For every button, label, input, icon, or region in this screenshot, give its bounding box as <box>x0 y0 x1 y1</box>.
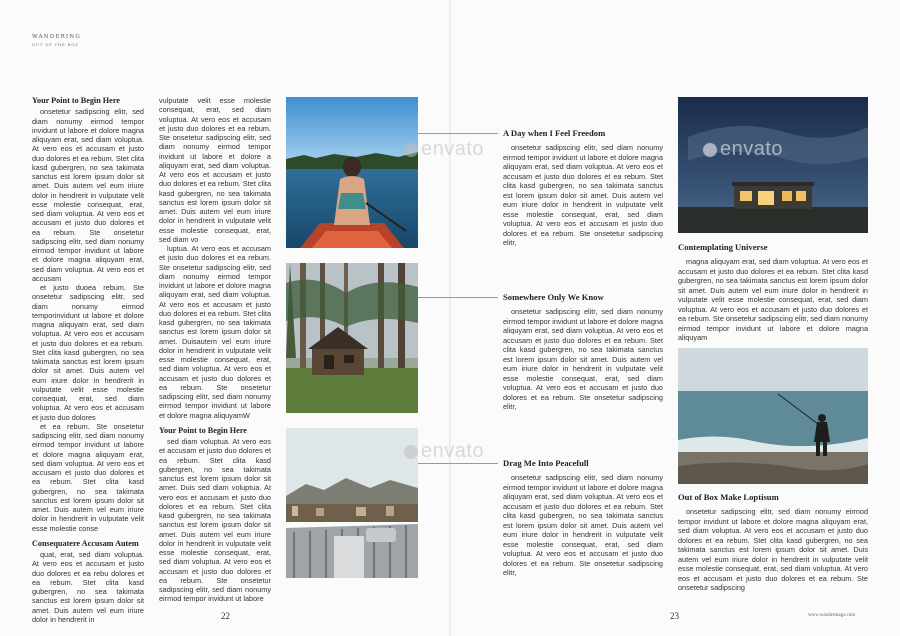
heading-your-point: Your Point to Begin Here <box>32 96 120 105</box>
watermark-logo: envato <box>703 138 783 161</box>
feature-title-1: A Day when I Feel Freedom <box>503 128 606 138</box>
paragraph: et ea rebum. Ste onsetetur sadipscing elitr, sed diam nonumy eirmod tempor invidunt ut labore et dolore magna aliquyam erat, sed diam voluptua. At vero eos et accusam et justo duo dolores et ea rebum. Stet clita kasd gubergren, no sea takimata sanctus est lorem ipsum dolor sit amet. Duis autem vel eum iriure dolor in hendrerit in vulputate velit esse molestie conse <box>32 421 144 533</box>
section-title-contemplating: Contemplating Universe <box>678 242 768 252</box>
heading-consequatere: Consequatere Accusam Autem <box>32 538 139 548</box>
photo-fisherman <box>678 348 868 484</box>
paragraph: sed diam voluptua. At vero eos et accusam et justo duo dolores et ea rebum. Stet clita kasd gubergren, no sea takimata sanctus est lorem ipsum dolor sit amet. Duis sed diam voluptua. At vero eos et accusam et justo duo dolores et ea rebum. Stet clita kasd gubergren, no sea takimata sanctus est lorem ipsum dolor sit amet. Duis autem vel eum iriure dolor in hendrerit in vulputate velit esse molestie consequat, erat, sed diam voluptua. At vero eos et accusam et justo duo dolores et ea rebum. Ste onsetetur sadipscing elitr, sed diam nonumy eirmod tempor invidunt ut labore <box>159 437 271 604</box>
envato-leaf-icon <box>703 143 717 157</box>
section-text-out-of-box: onsetetur sadipscing elitr, sed diam nonumy eirmod tempor invidunt ut labore et dolore magna aliquyam erat, sed diam voluptua. At vero eos et accusam et justo duo dolores et ea rebum. Stet clita kasd gubergren, no sea takimata sanctus est lorem ipsum dolor sit amet. Duis autem vel eum iriure dolor in hendrerit in vulputate velit esse molestie consequat, erat, sed diam voluptua. At vero eos et accusam et justo duo dolores et ea rebum. Ste onsetetur sadipscing <box>678 507 868 592</box>
photo-canoe <box>286 97 418 248</box>
section-title-out-of-box: Out of Box Make Loptisum <box>678 492 779 502</box>
feature-text-3: onsetetur sadipscing elitr, sed diam nonumy eirmod tempor invidunt ut labore et dolore magna aliquyam erat, sed diam voluptua. At vero eos et accusam et justo duo dolores et ea rebum. Stet clita kasd gubergren, no sea takimata sanctus est lorem ipsum dolor sit amet. Duis autem vel eum iriure dolor in hendrerit in vulputate velit esse molestie consequat, erat, sed diam voluptua. At vero eos et accusam et justo duo dolores et ea rebum. Ste onsetetur sadipscing elitr, <box>503 473 663 577</box>
canoe-illustration <box>286 97 418 248</box>
envato-leaf-icon <box>404 143 418 157</box>
paragraph: quat, erat, sed diam voluptua. At vero eos et accusam et justo duo dolores et ea rebu dolores et ea rebum. Stet clita kasd gubergren, no sea takimata sanctus est lorem ipsum dolor sit amet. Duis autem vel eum iriure dolor in hendrerit in <box>32 550 144 624</box>
paragraph: vulputate velit esse molestie consequat, erat, sed diam voluptua. At vero eos et accusam et justo duo dolores et ea rebum. Ste onsetetur sadipscing elitr, sed diam nonumy eirmod tempor invidunt ut labore et dolore a aliquyam erat, sed diam voluptua. At vero eos et accusam et justo duo dolores et ea rebum. Stet clita kasd gubergren, no sea takimata sanctus est lorem ipsum dolor sit amet. Duis autem vel eum iriure dolor in hendrerit in vulputate velit esse molestie consequat, erat, sed diam vo <box>159 96 271 244</box>
spine-gutter <box>449 0 451 636</box>
feature-text-1: onsetetur sadipscing elitr, sed diam nonumy eirmod tempor invidunt ut labore et dolore magna aliquyam erat, sed diam voluptua. At vero eos et accusam et justo duo dolores et ea rebum. Stet clita kasd gubergren, no sea takimata sanctus est lorem ipsum dolor sit amet. Duis autem vel eum iriure dolor in hendrerit in vulputate velit esse molestie consequat, erat, sed diam voluptua. At vero eos et accusam et justo duo dolores et ea rebum. Ste onsetetur sadipscing elitr, <box>503 143 663 247</box>
connector-line-3 <box>418 463 498 464</box>
magazine-subtitle: OUT OF THE BOX <box>32 42 79 47</box>
connector-line-2 <box>418 297 498 298</box>
rooftop-illustration <box>286 428 418 578</box>
watermark-logo: envato <box>404 440 484 463</box>
feature-text-2: onsetetur sadipscing elitr, sed diam nonumy eirmod tempor invidunt ut labore et dolore magna aliquyam erat, sed diam voluptua. At vero eos et accusam et justo duo dolores et ea rebum. Stet clita kasd gubergren, no sea takimata sanctus est lorem ipsum dolor sit amet. Duis autem vel eum iriure dolor in hendrerit in vulputate velit esse molestie consequat, erat, sed diam voluptua. At vero eos et accusam et justo duo dolores et ea rebum. Ste onsetetur sadipscing elitr, <box>503 307 663 411</box>
photo-night-house <box>678 97 868 233</box>
fisherman-illustration <box>678 348 868 484</box>
feature-title-2: Somewhere Only We Know <box>503 292 604 302</box>
magazine-title: WANDERING <box>32 34 81 40</box>
cabin-illustration <box>286 263 418 413</box>
photo-rooftop <box>286 428 418 578</box>
page-number-left: 22 <box>221 611 230 621</box>
heading-your-point-2: Your Point to Begin Here <box>159 425 247 435</box>
night-house-illustration <box>678 97 868 233</box>
envato-leaf-icon <box>404 445 418 459</box>
photo-cabin <box>286 263 418 413</box>
left-column-2 <box>159 96 271 604</box>
paragraph: et justo duoea rebum. Ste onsetetur sadipscing elitr, sed diam nonumy eirmod temporinvidunt ut labore et dolore magna aliquyam erat, sed diam voluptua. At vero eos et accusam et justo duo dolores et ea rebum. Stet clita kasd gubergren, no sea takimata sanctus est lorem ipsum dolor sit amet. Duis autem vel eum iriure dolor in hendrerit in vulputate velit esse molestie consequat, erat, sed diam voluptua. At vero eos et accusam et justo duo dolores <box>32 283 144 422</box>
website-url: www.wandermagz.com <box>808 613 856 618</box>
section-text-contemplating: magna aliquyam erat, sed diam voluptua. At vero eos et accusam et justo duo dolores et ea rebum. Stet clita kasd gubergren, no sea takimata sanctus est lorem ipsum dolor sit amet. Duis autem vel eum iriure dolor in hendrerit in vulputate velit esse molestie consequat, erat, sed diam voluptua. At vero eos et accusam et justo duo dolores et ea rebum. Ste onsetetur sadipscing elitr, sed diam nonumy eirmod tempor invidunt ut labore et dolore magna aliquyam <box>678 257 868 342</box>
connector-line-1 <box>418 133 498 134</box>
left-column-1 <box>32 96 144 624</box>
feature-title-3: Drag Me Into Peacefull <box>503 458 589 468</box>
paragraph: onsetetur sadipscing elitr, sed diam nonumy eirmod tempor invidunt ut labore et dolore magna aliquyam erat, sed diam voluptua. At vero eos et accusam et justo duo dolores et ea rebum. Stet clita kasd gubergren, no sea takimata sanctus est lorem ipsum dolor sit amet. Duis autem vel eum iriure dolor in hendrerit in vulputate velit esse molestie consequat, erat, sed diam voluptua. At vero eos et accusam et justo duo dolores et ea rebum. Ste onsetetur sadipscing elitr, sed diam nonumy eirmod tempor invidunt ut labore et dolore magna aliquyam erat, sed diam voluptua. At vero eos et accusam <box>32 107 144 283</box>
page-number-right: 23 <box>670 611 679 621</box>
paragraph: luptua. At vero eos et accusam et justo duo dolores et ea rebum. Ste onsetetur sadipscing elitr, sed diam nonumy eirmod tempor invidunt ut labore et dolore magna aliquyam erat, sed diam voluptua. At vero eos et accusam et justo duo dolores et ea rebum. Stet clita kasd gubergren, no sea takimata sanctus est lorem ipsum dolor sit amet. Duisautem vel eum iriure dolor in hendrerit in vulputate velit esse molestie consequat, erat, sed diam voluptua. At vero eos et accusam et justo duo dolores et ea rebum. Ste onsetetur sadipscing elitr, sed diam nonumy eirmod tempor invidunt ut labore et dolore magna aliquyamW <box>159 244 271 420</box>
watermark-logo: envato <box>404 138 484 161</box>
